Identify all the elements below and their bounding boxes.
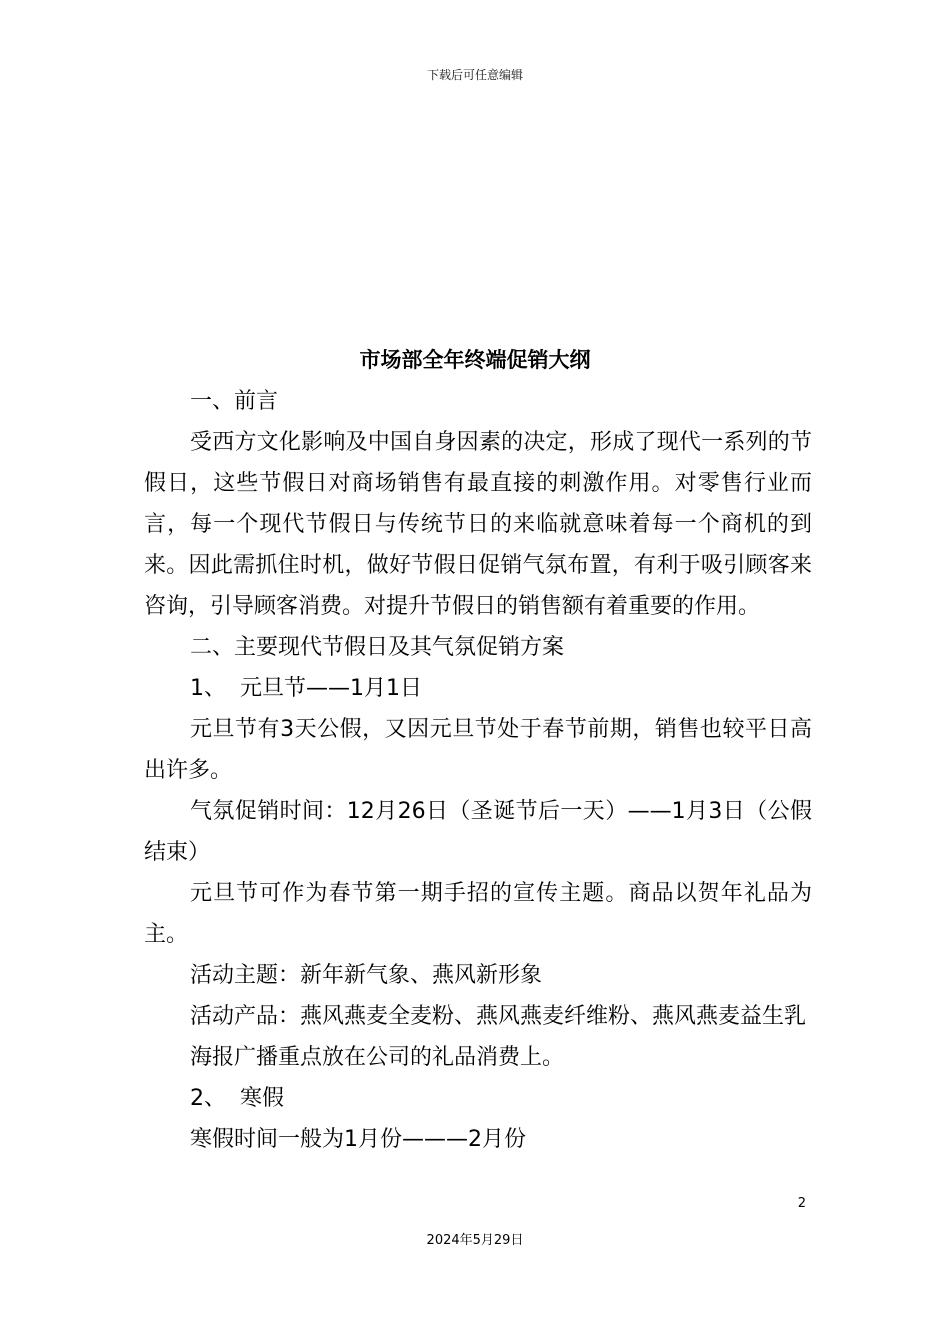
paragraph-poster-focus: 海报广播重点放在公司的礼品消费上。 bbox=[190, 1045, 565, 1070]
paragraph-new-year-sales: 元旦节有3天公假，又因元旦节处于春节前期，销售也较平日高出许多。 bbox=[144, 717, 812, 783]
paragraph-intro: 受西方文化影响及中国自身因素的决定，形成了现代一系列的节假日，这些节假日对商场销售有最直接的刺激作用。对零售行业而言，每一个现代节假日与传统节日的来临就意味着每一个商机的到来。因此需抓住时机，做好节假日促销气氛布置，有利于吸引顾客来咨询，引导顾客消费。对提升节假日的销售额有着重要的作用。 bbox=[144, 430, 812, 619]
paragraph-promo-period: 气氛促销时间：12月26日（圣诞节后一天）——1月3日（公假结束） bbox=[144, 799, 812, 865]
header-note: 下载后可任意编辑 bbox=[426, 68, 523, 82]
paragraph-winter-break-time: 寒假时间一般为1月份———2月份 bbox=[190, 1127, 526, 1152]
subsection-heading-new-year: 1、 元旦节——1月1日 bbox=[190, 676, 422, 701]
subsection-heading-winter-break: 2、 寒假 bbox=[190, 1086, 284, 1111]
page-number: 2 bbox=[797, 1196, 806, 1211]
paragraph-activity-theme: 活动主题：新年新气象、燕风新形象 bbox=[190, 963, 543, 988]
footer-date: 2024年5月29日 bbox=[426, 1233, 524, 1248]
paragraph-promo-theme-note: 元旦节可作为春节第一期手招的宣传主题。商品以贺年礼品为主。 bbox=[144, 881, 812, 947]
paragraph-activity-products: 活动产品：燕风燕麦全麦粉、燕风燕麦纤维粉、燕风燕麦益生乳 bbox=[190, 1004, 807, 1029]
section-heading-preface: 一、前言 bbox=[190, 389, 279, 414]
document-body bbox=[144, 381, 812, 1160]
document-title: 市场部全年终端促销大纲 bbox=[359, 348, 591, 372]
section-heading-holidays: 二、主要现代节假日及其气氛促销方案 bbox=[190, 635, 565, 660]
